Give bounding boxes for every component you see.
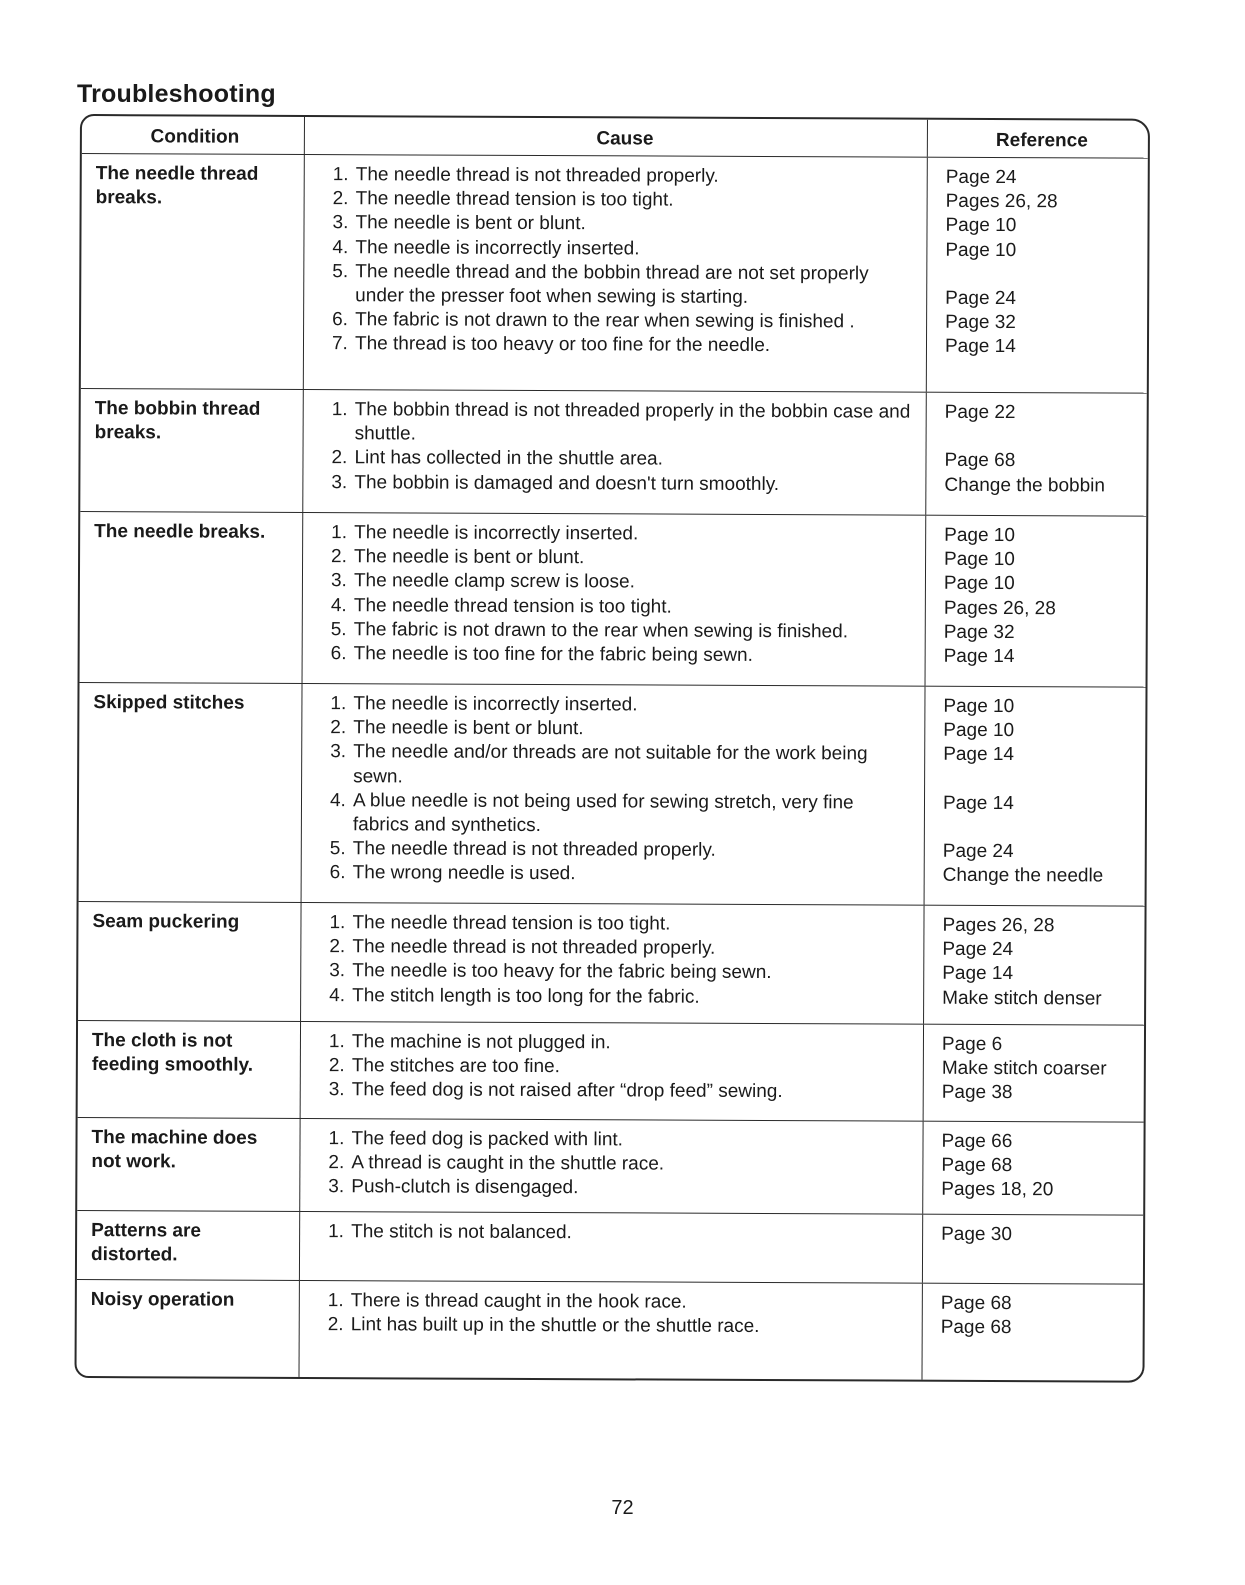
reference-line: Pages 26, 28 xyxy=(943,597,1056,619)
header-cause: Cause xyxy=(304,117,928,157)
condition-cell: The machine does not work. xyxy=(91,1127,258,1173)
cause-item xyxy=(328,1289,912,1316)
cause-item xyxy=(332,398,916,449)
reference-line: Page 14 xyxy=(943,744,1015,766)
table-row xyxy=(76,1279,1142,1381)
cause-number: 1. xyxy=(332,164,349,186)
cause-number: 3. xyxy=(328,1079,345,1101)
reference-cell xyxy=(923,1122,1143,1215)
cause-text: The needle is too heavy for the fabric being sewn. xyxy=(352,960,772,984)
cause-item xyxy=(331,471,915,498)
header-reference: Reference xyxy=(995,129,1088,152)
cause-item xyxy=(332,308,916,335)
cause-item xyxy=(328,1220,912,1247)
reference-cell xyxy=(924,906,1145,1025)
reference-line: Page 32 xyxy=(943,621,1015,643)
cause-list xyxy=(329,911,913,1010)
cause-number: 4. xyxy=(329,789,346,811)
reference-line: Page 68 xyxy=(944,450,1016,472)
reference-line: Page 24 xyxy=(945,166,1017,189)
cause-text: The machine is not plugged in. xyxy=(351,1031,611,1054)
cause-item xyxy=(329,911,913,938)
cause-list xyxy=(328,1127,912,1202)
reference-line: Page 24 xyxy=(945,287,1017,310)
cause-item xyxy=(330,692,914,719)
condition-cell: Patterns are distorted. xyxy=(90,1220,202,1266)
cause-text: The fabric is not drawn to the rear when sewing is finished. xyxy=(353,619,849,643)
cause-text: The needle thread and the bobbin thread are not set properly under the presser foot when sewing is starting. xyxy=(355,261,869,308)
cause-number: 2. xyxy=(328,1152,345,1174)
cause-number: 3. xyxy=(332,212,349,234)
page-title: Troubleshooting xyxy=(77,80,276,108)
cause-text: The needle is bent or blunt. xyxy=(355,212,586,235)
cause-text: The needle thread is not threaded properly. xyxy=(352,936,716,959)
cause-item xyxy=(332,260,916,311)
cause-number: 1. xyxy=(328,1128,345,1150)
reference-cell xyxy=(925,687,1146,906)
cause-text: The stitches are too fine. xyxy=(351,1055,560,1078)
reference-line: Page 66 xyxy=(941,1130,1013,1153)
cause-list xyxy=(330,692,915,888)
cause-cell xyxy=(299,1212,923,1283)
cause-list xyxy=(328,1289,912,1340)
cause-item xyxy=(331,570,915,597)
cause-text: The stitch is not balanced. xyxy=(351,1221,572,1244)
cause-text: The wrong needle is used. xyxy=(352,862,576,885)
condition-cell: The needle thread breaks. xyxy=(95,163,259,209)
cause-item xyxy=(331,521,915,548)
cause-item xyxy=(328,1127,912,1154)
cause-number: 2. xyxy=(330,717,347,739)
reference-line: Page 10 xyxy=(945,215,1017,237)
cause-text: Lint has built up in the shuttle or the shuttle race. xyxy=(350,1314,760,1338)
reference-line: Page 10 xyxy=(944,548,1015,571)
reference-line: Page 68 xyxy=(940,1292,1012,1315)
cause-number: 6. xyxy=(329,862,346,884)
cause-item xyxy=(330,862,914,889)
cause-item xyxy=(331,594,915,621)
cause-text: There is thread caught in the hook race. xyxy=(350,1290,687,1313)
cause-item xyxy=(329,935,913,962)
cause-item xyxy=(331,447,915,474)
cause-item xyxy=(332,212,916,239)
cause-text: The needle thread tension is too tight. xyxy=(352,912,671,935)
reference-line: Make stitch coarser xyxy=(941,1057,1107,1080)
condition-cell: Noisy operation xyxy=(90,1289,235,1311)
cause-list xyxy=(329,1030,913,1105)
cause-item xyxy=(330,789,914,840)
reference-line: Page 14 xyxy=(943,645,1015,668)
cause-cell xyxy=(302,513,927,686)
cause-cell xyxy=(299,1119,923,1214)
cause-text: The needle is incorrectly inserted. xyxy=(355,236,640,260)
reference-cell xyxy=(923,1215,1143,1284)
reference-cell xyxy=(927,158,1148,393)
troubleshooting-table xyxy=(74,114,1150,1383)
reference-cell xyxy=(922,1284,1142,1381)
cause-text: A thread is caught in the shuttle race. xyxy=(351,1152,665,1175)
cause-text: The feed dog is not raised after “drop feed” sewing. xyxy=(351,1079,783,1103)
cause-number: 1. xyxy=(329,912,346,934)
condition-cell: Skipped stitches xyxy=(93,692,245,714)
condition-cell: The cloth is not feeding smoothly. xyxy=(91,1030,254,1076)
cause-cell xyxy=(303,155,928,392)
condition-cell: The bobbin thread breaks. xyxy=(94,398,261,444)
reference-line: Page 6 xyxy=(941,1033,1003,1056)
table-row xyxy=(81,153,1148,393)
cause-number: 3. xyxy=(330,570,347,592)
reference-line xyxy=(945,425,1137,450)
cause-cell xyxy=(301,684,926,905)
cause-text: The fabric is not drawn to the rear when sewing is finished . xyxy=(355,309,855,333)
cause-text: The needle is bent or blunt. xyxy=(354,546,585,569)
reference-line: Page 10 xyxy=(944,524,1016,547)
cause-number: 1. xyxy=(331,522,348,544)
cause-list xyxy=(331,521,916,669)
reference-line: Page 68 xyxy=(940,1316,1012,1339)
cause-list xyxy=(328,1220,912,1247)
cause-number: 1. xyxy=(331,399,348,421)
cause-item xyxy=(331,545,915,572)
cause-text: A blue needle is not being used for sewing stretch, very fine fabrics and synthetics. xyxy=(352,790,854,837)
table-row xyxy=(77,1210,1143,1284)
reference-line: Page 10 xyxy=(943,719,1015,742)
reference-line: Pages 26, 28 xyxy=(945,190,1058,213)
reference-line: Pages 18, 20 xyxy=(941,1179,1054,1201)
cause-text: Lint has collected in the shuttle area. xyxy=(354,447,663,470)
cause-text: The feed dog is packed with lint. xyxy=(351,1128,624,1151)
cause-number: 4. xyxy=(330,594,347,616)
table-row xyxy=(80,511,1147,687)
cause-item xyxy=(331,618,915,645)
cause-item xyxy=(329,960,913,987)
cause-text: The needle clamp screw is loose. xyxy=(353,570,635,593)
table-row xyxy=(77,1117,1143,1215)
cause-item xyxy=(328,1313,912,1340)
cause-number: 3. xyxy=(331,471,348,493)
reference-line: Page 32 xyxy=(945,311,1016,334)
cause-number: 2. xyxy=(328,1055,345,1077)
reference-line xyxy=(945,263,1137,288)
cause-text: The stitch length is too long for the fabric. xyxy=(352,984,700,1008)
cause-number: 5. xyxy=(332,260,349,282)
reference-line: Page 68 xyxy=(941,1154,1013,1177)
reference-line: Page 14 xyxy=(942,792,1014,814)
cause-item xyxy=(332,236,916,263)
reference-line: Page 10 xyxy=(943,695,1015,718)
cause-number: 1. xyxy=(330,693,347,715)
cause-number: 2. xyxy=(332,188,349,210)
cause-list xyxy=(331,398,915,497)
reference-line: Page 10 xyxy=(943,573,1015,595)
reference-line: Make stitch denser xyxy=(942,987,1102,1010)
reference-line: Change the bobbin xyxy=(944,474,1106,497)
table-row xyxy=(78,901,1145,1025)
header-condition: Condition xyxy=(150,126,240,148)
cause-number: 2. xyxy=(331,546,347,568)
cause-text: The needle is bent or blunt. xyxy=(353,717,584,740)
cause-item xyxy=(333,187,917,214)
condition-cell: The needle breaks. xyxy=(94,521,266,543)
reference-line: Pages 26, 28 xyxy=(942,914,1055,937)
cause-text: The needle is incorrectly inserted. xyxy=(354,522,639,545)
cause-item xyxy=(328,1151,912,1178)
table-header-row xyxy=(82,116,1148,158)
reference-line: Page 24 xyxy=(942,840,1014,863)
cause-cell xyxy=(298,1281,922,1380)
reference-cell xyxy=(926,516,1147,687)
cause-number: 3. xyxy=(330,741,347,763)
cause-text: Push-clutch is disengaged. xyxy=(351,1176,579,1199)
reference-line: Page 24 xyxy=(942,938,1014,961)
cause-text: The needle thread tension is too tight. xyxy=(353,594,672,618)
reference-line: Page 38 xyxy=(941,1082,1013,1104)
cause-item xyxy=(329,1054,913,1081)
cause-list xyxy=(332,163,917,359)
reference-line: Page 14 xyxy=(944,336,1016,358)
cause-text: The needle is incorrectly inserted. xyxy=(353,693,638,716)
cause-number: 1. xyxy=(328,1031,345,1053)
cause-number: 6. xyxy=(330,643,347,665)
cause-number: 1. xyxy=(327,1290,344,1312)
condition-cell: Seam puckering xyxy=(92,911,240,933)
cause-cell xyxy=(302,390,927,515)
table-row xyxy=(79,682,1146,906)
cause-item xyxy=(328,1176,912,1203)
table-body xyxy=(76,153,1147,1381)
reference-line: Page 30 xyxy=(941,1223,1012,1246)
cause-text: The needle thread is not threaded properly. xyxy=(352,838,716,861)
table-row xyxy=(78,1020,1144,1122)
reference-cell xyxy=(926,393,1147,516)
reference-line xyxy=(943,767,1135,792)
cause-cell xyxy=(300,903,925,1024)
cause-item xyxy=(331,642,915,669)
cause-number: 3. xyxy=(329,960,346,982)
cause-item xyxy=(329,1030,913,1057)
reference-line: Page 22 xyxy=(944,401,1016,424)
cause-text: The needle and/or threads are not suitable for the work being sewn. xyxy=(353,741,868,788)
cause-number: 2. xyxy=(327,1314,344,1336)
cause-item xyxy=(330,837,914,864)
cause-number: 7. xyxy=(331,333,348,355)
cause-item xyxy=(329,1079,913,1106)
cause-text: The needle thread tension is too tight. xyxy=(355,188,674,211)
cause-number: 6. xyxy=(332,309,349,331)
cause-text: The thread is too heavy or too fine for the needle. xyxy=(354,333,771,357)
cause-item xyxy=(330,741,914,792)
cause-number: 5. xyxy=(329,838,346,860)
cause-item xyxy=(333,163,917,190)
cause-number: 1. xyxy=(328,1221,345,1243)
cause-number: 2. xyxy=(331,447,348,469)
table-row xyxy=(80,388,1147,516)
cause-number: 4. xyxy=(332,236,349,258)
cause-item xyxy=(329,984,913,1011)
page-number: 72 xyxy=(611,1497,634,1519)
cause-text: The needle is too fine for the fabric being sewn. xyxy=(353,643,753,666)
reference-line: Page 10 xyxy=(945,239,1017,261)
reference-line xyxy=(943,816,1135,841)
cause-number: 4. xyxy=(329,984,346,1006)
reference-cell xyxy=(924,1025,1144,1122)
cause-number: 3. xyxy=(328,1176,345,1198)
reference-line: Change the needle xyxy=(942,865,1104,887)
cause-text: The bobbin is damaged and doesn't turn smoothly. xyxy=(354,471,780,495)
cause-text: The needle thread is not threaded properly. xyxy=(355,164,719,187)
cause-number: 2. xyxy=(329,936,346,958)
reference-line: Page 14 xyxy=(942,963,1014,985)
cause-item xyxy=(330,716,914,743)
cause-item xyxy=(332,333,916,360)
cause-cell xyxy=(300,1022,924,1121)
cause-text: The bobbin thread is not threaded properly in the bobbin case and shuttle. xyxy=(354,399,911,445)
cause-number: 5. xyxy=(330,618,347,640)
